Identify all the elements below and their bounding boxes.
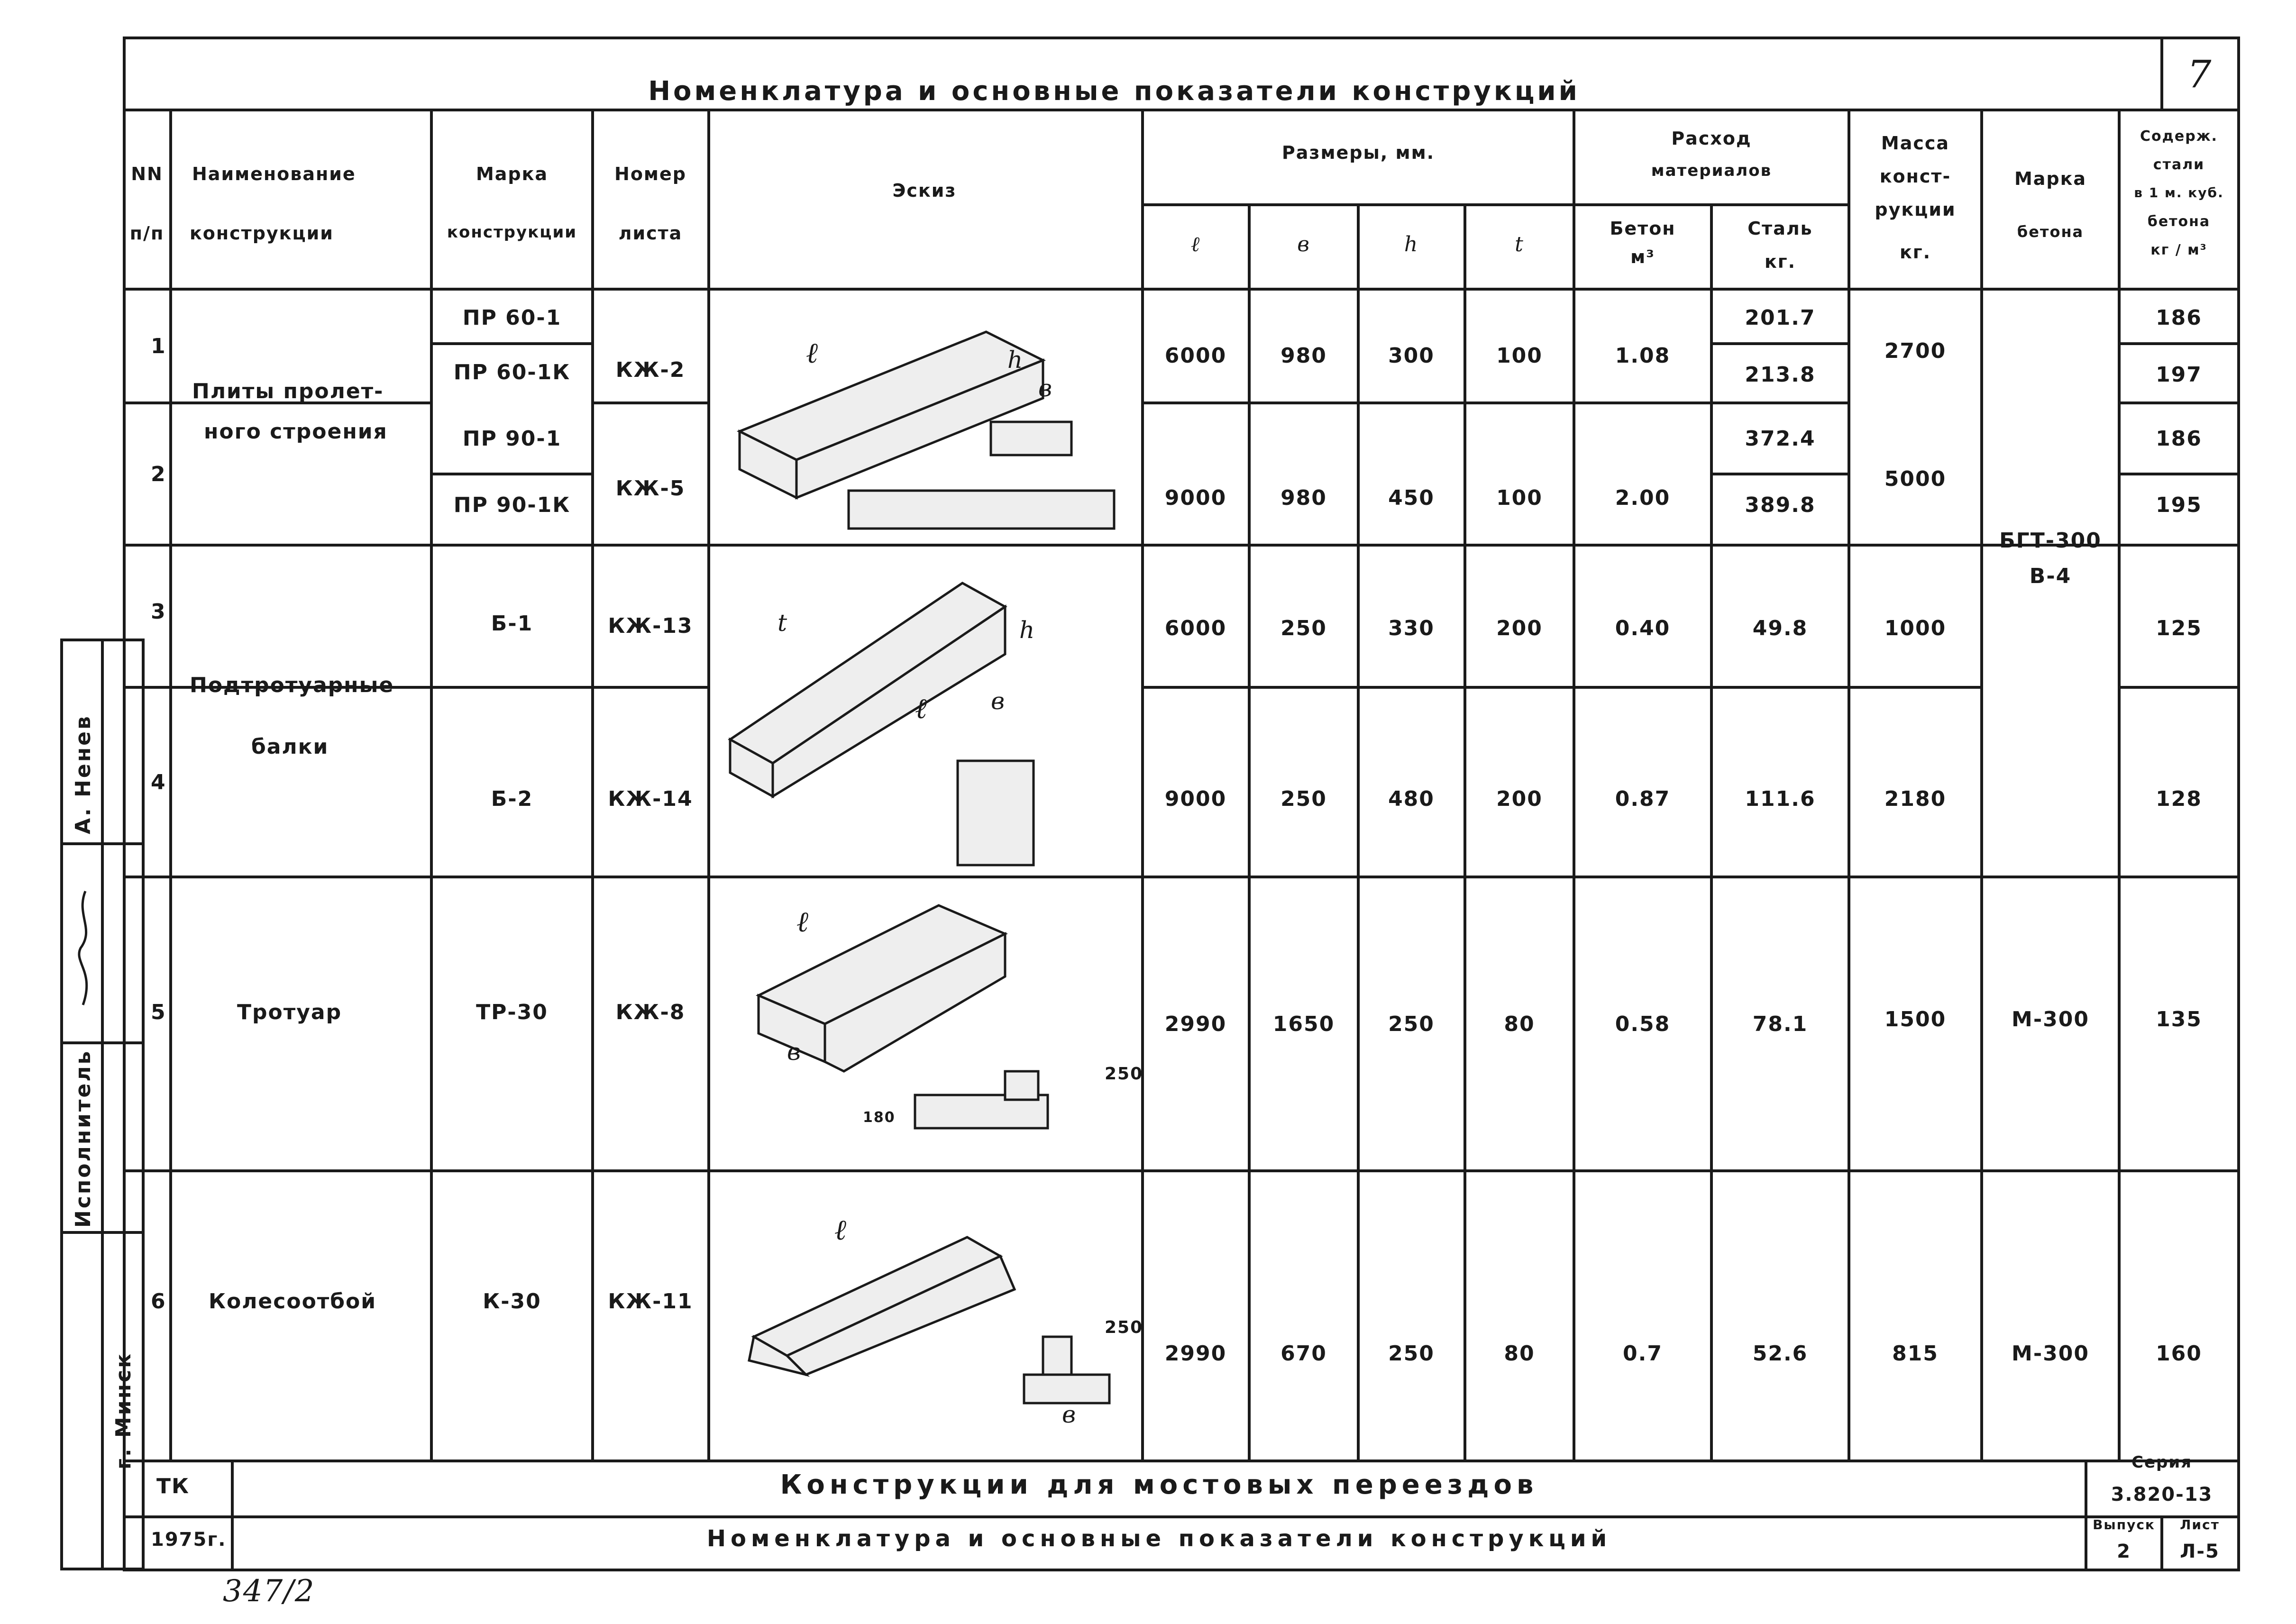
- row5-steel: 78.1: [1752, 1012, 1808, 1036]
- rows1-4-grade-a: БГТ-300: [1999, 529, 2102, 553]
- sketch5-l: ℓ: [796, 905, 809, 939]
- header-mass-b: конст-: [1879, 166, 1951, 187]
- row6-t: 80: [1504, 1341, 1535, 1366]
- header-content-e: кг / м³: [2150, 242, 2207, 258]
- header-grade-b: бетона: [2017, 223, 2084, 241]
- side-role: Исполнитель: [71, 1049, 95, 1228]
- slab-sketch: [740, 332, 1114, 529]
- row3-steel: 49.8: [1752, 616, 1808, 640]
- row1-concrete: 1.08: [1615, 344, 1671, 368]
- row1-l: 6000: [1164, 344, 1227, 368]
- sketch5-180: 180: [863, 1109, 896, 1126]
- row5-h: 250: [1388, 1012, 1435, 1036]
- archive-number: 347/2: [223, 1574, 315, 1609]
- footer-issue: 2: [2117, 1541, 2131, 1562]
- footer-title-1: Конструкции для мостовых переездов: [780, 1469, 1538, 1500]
- footer-series-label: Серия: [2131, 1453, 2193, 1472]
- row1-b: 980: [1281, 344, 1327, 368]
- row6-sheet: КЖ-11: [608, 1289, 693, 1314]
- row1-content-a: 186: [2156, 306, 2202, 330]
- header-name-b: конструкции: [190, 223, 334, 244]
- row5-b: 1650: [1272, 1012, 1335, 1036]
- footer-sheet-label: Лист: [2180, 1517, 2220, 1533]
- row3-num: 3: [151, 600, 166, 624]
- row1-mass: 2700: [1884, 339, 1947, 363]
- row2-mark-a: ПР 90-1: [462, 427, 562, 451]
- row6-num: 6: [151, 1289, 166, 1314]
- header-sheet-b: листа: [618, 223, 683, 244]
- header-name-a: Наименование: [192, 164, 356, 184]
- sketch1-l: ℓ: [806, 337, 819, 370]
- row6-h: 250: [1388, 1341, 1435, 1366]
- sketch6-250: 250: [1105, 1318, 1143, 1337]
- header-sheet-a: Номер: [614, 164, 686, 184]
- row2-h: 450: [1388, 486, 1435, 510]
- row5-concrete: 0.58: [1615, 1012, 1671, 1036]
- row2-l: 9000: [1164, 486, 1227, 510]
- header-mark-a: Марка: [476, 164, 549, 184]
- row4-h: 480: [1388, 787, 1435, 811]
- row5-sheet: КЖ-8: [615, 1000, 686, 1024]
- header-concrete-b: м³: [1630, 246, 1655, 267]
- row2-b: 980: [1281, 486, 1327, 510]
- header-content-c: в 1 м. куб.: [2134, 185, 2224, 201]
- row3-sheet: КЖ-13: [608, 614, 693, 638]
- row2-mass: 5000: [1884, 467, 1947, 491]
- footer-sheet: Л-5: [2180, 1541, 2220, 1562]
- row6-mass: 815: [1892, 1341, 1939, 1366]
- row5-mark: ТР-30: [476, 1000, 548, 1024]
- row4-num: 4: [151, 770, 166, 794]
- row1-steel-a: 201.7: [1745, 306, 1816, 330]
- row4-b: 250: [1281, 787, 1327, 811]
- row1-content-b: 197: [2156, 363, 2202, 387]
- row4-mass: 2180: [1884, 787, 1947, 811]
- row5-grade: М-300: [2012, 1007, 2089, 1031]
- sketch5-250: 250: [1105, 1064, 1143, 1084]
- sketch6-b: в: [1062, 1401, 1077, 1428]
- header-b: в: [1297, 232, 1310, 256]
- rows12-name-a: Плиты пролет-: [192, 379, 384, 403]
- row6-grade: М-300: [2012, 1341, 2089, 1366]
- row5-num: 5: [151, 1000, 166, 1024]
- row5-l: 2990: [1164, 1012, 1227, 1036]
- row4-sheet: КЖ-14: [608, 787, 693, 811]
- header-content-d: бетона: [2147, 213, 2211, 230]
- signature: [71, 886, 100, 1010]
- row3-mark: Б-1: [491, 611, 533, 636]
- row2-steel-b: 389.8: [1745, 493, 1816, 517]
- row3-h: 330: [1388, 616, 1435, 640]
- sketch2-l: ℓ: [915, 692, 928, 725]
- header-steel-a: Сталь: [1747, 218, 1813, 239]
- row3-l: 6000: [1164, 616, 1227, 640]
- row2-content-b: 195: [2156, 493, 2202, 517]
- row4-l: 9000: [1164, 787, 1227, 811]
- header-mass-a: Масса: [1881, 133, 1950, 154]
- row2-steel-a: 372.4: [1745, 427, 1816, 451]
- header-mass-d: кг.: [1899, 242, 1931, 263]
- rows34-name-a: Подтротуарные: [190, 673, 394, 697]
- row2-content-a: 186: [2156, 427, 2202, 451]
- row6-concrete: 0.7: [1623, 1341, 1663, 1366]
- footer-title-2: Номенклатура и основные показатели конструкций: [706, 1525, 1612, 1552]
- beam-sketch: [730, 583, 1034, 865]
- row4-mark: Б-2: [491, 787, 533, 811]
- rows34-name-b: балки: [251, 735, 329, 759]
- row1-steel-b: 213.8: [1745, 363, 1816, 387]
- row4-steel: 111.6: [1745, 787, 1816, 811]
- header-num-a: NN: [131, 164, 163, 184]
- row3-b: 250: [1281, 616, 1327, 640]
- row1-num: 1: [151, 334, 166, 358]
- sketch2-b: в: [991, 687, 1006, 715]
- side-author: А. Ненев: [71, 714, 95, 834]
- sketch2-h: h: [1019, 616, 1036, 644]
- row2-sheet: КЖ-5: [615, 476, 686, 501]
- header-mark-b: конструкции: [447, 223, 577, 242]
- footer-series: 3.820-13: [2111, 1484, 2213, 1505]
- row2-mark-b: ПР 90-1К: [453, 493, 571, 517]
- row2-concrete: 2.00: [1615, 486, 1671, 510]
- row5-t: 80: [1504, 1012, 1535, 1036]
- header-content-b: стали: [2153, 156, 2205, 173]
- page-number: 7: [2187, 52, 2213, 96]
- footer-tk: ТК: [156, 1474, 190, 1498]
- row3-concrete: 0.40: [1615, 616, 1671, 640]
- header-dims: Размеры, мм.: [1281, 142, 1435, 163]
- footer-year: 1975г.: [151, 1529, 227, 1551]
- row3-t: 200: [1496, 616, 1543, 640]
- row6-l: 2990: [1164, 1341, 1227, 1366]
- row1-mark-b: ПР 60-1К: [453, 360, 571, 384]
- header-mass-c: рукции: [1875, 199, 1956, 220]
- header-t: t: [1515, 232, 1524, 256]
- header-steel-b: кг.: [1764, 251, 1796, 272]
- row2-num: 2: [151, 462, 166, 486]
- row1-mark-a: ПР 60-1: [462, 306, 562, 330]
- row3-content: 125: [2156, 616, 2202, 640]
- row1-sheet: КЖ-2: [615, 358, 686, 382]
- sketch1-b: в: [1038, 374, 1053, 402]
- row4-concrete: 0.87: [1615, 787, 1671, 811]
- row1-t: 100: [1496, 344, 1543, 368]
- row5-content: 135: [2156, 1007, 2202, 1031]
- row4-t: 200: [1496, 787, 1543, 811]
- sketch5-b: в: [787, 1038, 802, 1066]
- header-l: ℓ: [1190, 232, 1201, 256]
- header-sketch: Эскиз: [892, 180, 957, 201]
- sketch6-l: ℓ: [834, 1213, 847, 1247]
- row2-t: 100: [1496, 486, 1543, 510]
- row6-name: Колесоотбой: [209, 1289, 377, 1314]
- header-usage-b: материалов: [1651, 161, 1772, 180]
- header-grade-a: Марка: [2014, 168, 2087, 189]
- row6-content: 160: [2156, 1341, 2202, 1366]
- header-num-b: п/п: [129, 223, 165, 244]
- row5-mass: 1500: [1884, 1007, 1947, 1031]
- row4-content: 128: [2156, 787, 2202, 811]
- sketch2-t: t: [778, 609, 788, 637]
- curb-sketch: [749, 1237, 1109, 1403]
- sidewalk-sketch: [759, 905, 1048, 1128]
- footer-issue-label: Выпуск: [2093, 1517, 2155, 1533]
- rows12-name-b: ного строения: [204, 420, 388, 444]
- side-city: г. Минск: [111, 1352, 136, 1469]
- header-content-a: Содерж.: [2140, 128, 2218, 145]
- header-usage-a: Расход: [1671, 128, 1752, 149]
- page-title: Номенклатура и основные показатели конструкций: [648, 76, 1580, 107]
- header-concrete-a: Бетон: [1610, 218, 1676, 239]
- row5-name: Тротуар: [237, 1000, 342, 1024]
- row6-mark: К-30: [483, 1289, 541, 1314]
- row6-steel: 52.6: [1752, 1341, 1808, 1366]
- rows1-4-grade-b: В-4: [2029, 564, 2072, 588]
- header-h: h: [1404, 232, 1419, 256]
- row3-mass: 1000: [1884, 616, 1947, 640]
- sketch1-h: h: [1007, 346, 1024, 374]
- row6-b: 670: [1281, 1341, 1327, 1366]
- row1-h: 300: [1388, 344, 1435, 368]
